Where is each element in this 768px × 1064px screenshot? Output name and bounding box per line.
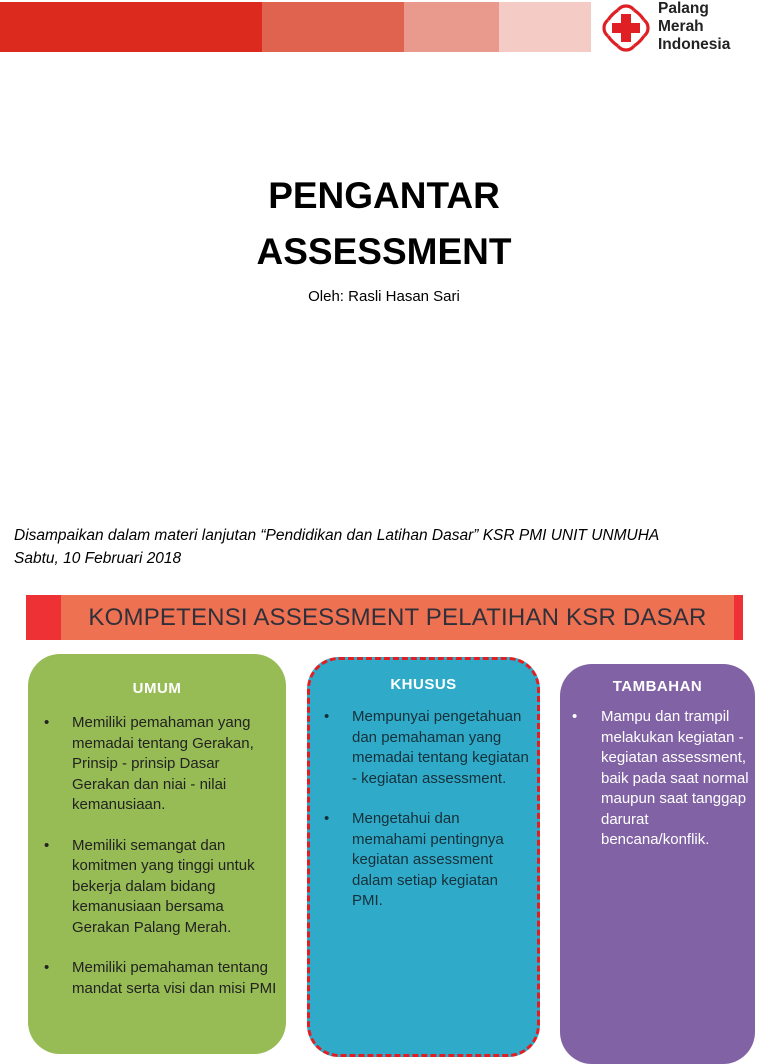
event-note-line-2: Sabtu, 10 Februari 2018: [14, 550, 182, 567]
card-tambahan: [560, 664, 755, 1064]
card-umum: [28, 654, 286, 1054]
list-item: • Memiliki pemahaman yang memadai tentang Gerakan, Prinsip - prinsip Dasar Gerakan dan niai - nilai kemanusiaan.: [44, 714, 254, 813]
author-line: Oleh: Rasli Hasan Sari: [308, 288, 460, 305]
bullet-icon: •: [572, 708, 578, 725]
list-item: • Mempunyai pengetahuan dan pemahaman yang memadai tentang kegiatan - kegiatan assessment.: [324, 708, 529, 787]
list-item: • Mengetahui dan memahami pentingnya kegiatan assessment dalam setiap kegiatan PMI.: [324, 810, 504, 909]
list-item: • Memiliki pemahaman tentang mandat serta visi dan misi PMI: [44, 959, 277, 997]
card-tambahan-list: [560, 707, 755, 851]
top-band-coral: [262, 2, 404, 52]
logo-line-1: Palang: [658, 0, 709, 17]
card-tambahan-title: TAMBAHAN: [612, 678, 703, 695]
top-band-pink: [499, 2, 591, 52]
bullet-icon: •: [324, 708, 330, 725]
slide-title: [0, 168, 768, 280]
title-line-2: ASSESSMENT: [256, 231, 512, 272]
logo-line-3: Indonesia: [658, 36, 731, 53]
section-header-bar: [26, 595, 743, 640]
card-umum-title: UMUM: [132, 680, 182, 697]
list-item: • Memiliki semangat dan komitmen yang tinggi untuk bekerja dalam bidang kemanusiaan bersama Gerakan Palang Merah.: [44, 836, 255, 936]
top-band-red: [0, 2, 262, 52]
section-header: KOMPETENSI ASSESSMENT PELATIHAN KSR DASAR: [61, 595, 734, 640]
top-band-salmon: [404, 2, 499, 52]
bullet-icon: •: [44, 836, 50, 854]
list-item: • Mampu dan trampil melakukan kegiatan - kegiatan assessment, baik pada saat normal maupun saat tanggap darurat bencana/konflik.: [572, 708, 749, 848]
bullet-icon: •: [324, 810, 330, 827]
pmi-logo: [600, 0, 768, 56]
logo-line-2: Merah: [658, 18, 704, 35]
event-note: [14, 524, 659, 570]
card-khusus: [307, 657, 540, 1057]
bullet-icon: •: [44, 714, 50, 731]
title-line-1: PENGANTAR: [268, 175, 500, 216]
bullet-icon: •: [44, 959, 50, 976]
card-khusus-list: [310, 707, 537, 912]
red-cross-flower-icon: [602, 4, 650, 52]
card-khusus-title: KHUSUS: [390, 676, 457, 693]
logo-wordmark: [658, 0, 730, 54]
event-note-line-1: Disampaikan dalam materi lanjutan “Pendidikan dan Latihan Dasar” KSR PMI UNIT UNMUHA: [14, 527, 660, 544]
card-umum-list: [28, 713, 286, 999]
